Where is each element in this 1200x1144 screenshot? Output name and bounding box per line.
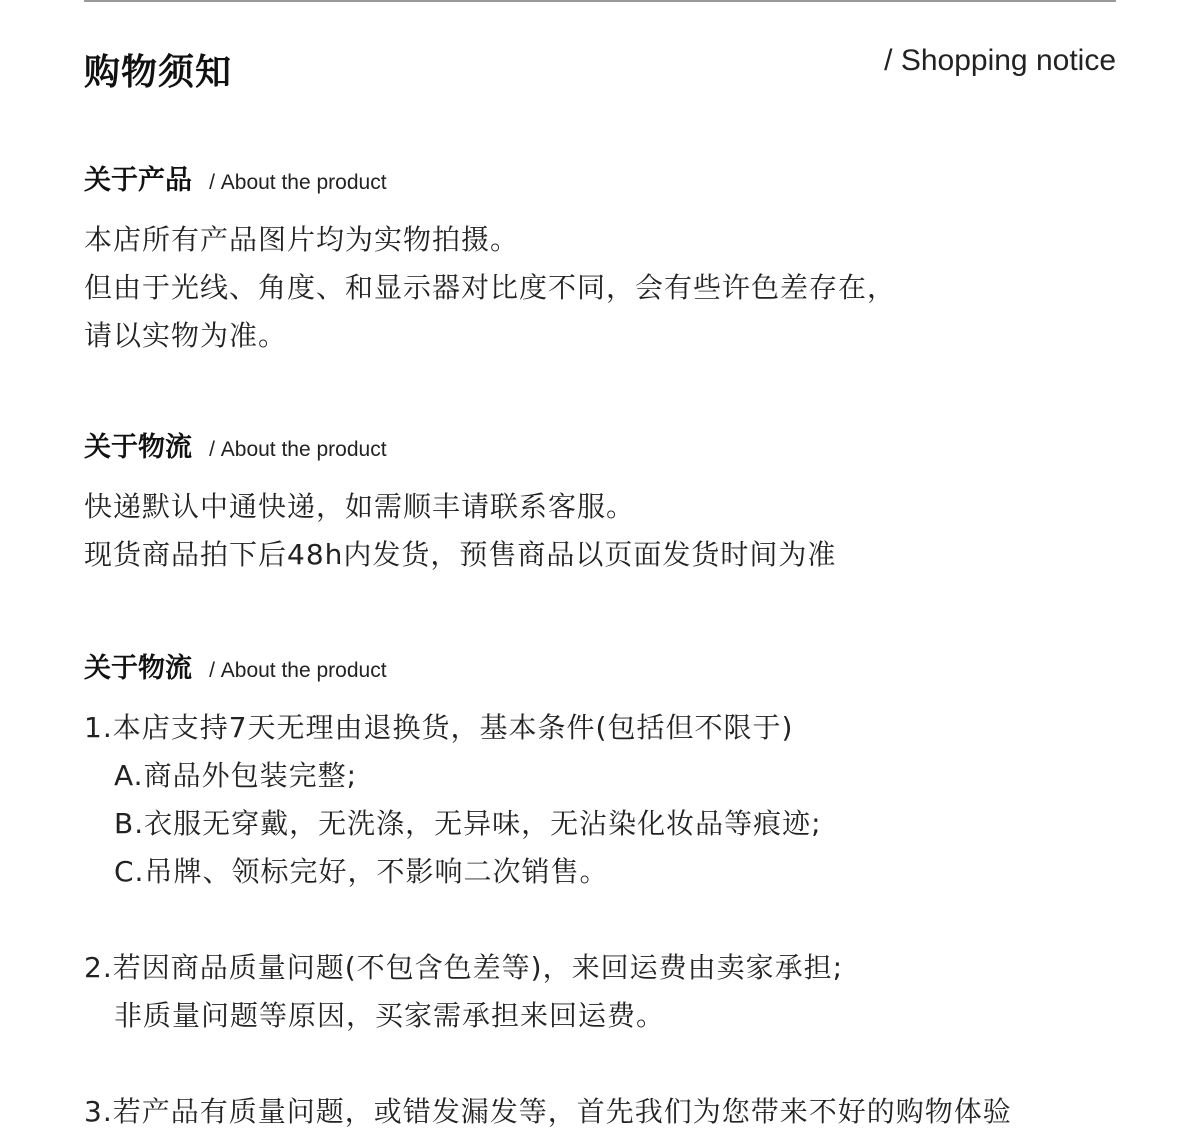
text-line: 但由于光线、角度、和显示器对比度不同，会有些许色差存在， [84, 271, 897, 304]
text-line: 本店所有产品图片均为实物拍摄。 [84, 223, 520, 256]
section-title: 关于物流 [84, 653, 192, 684]
page-subtitle: / Shopping notice [884, 44, 1116, 77]
list-subitem: B.衣服无穿戴，无洗涤，无异味，无沾染化妆品等痕迹; [114, 807, 822, 840]
section-title: 关于物流 [84, 432, 192, 463]
list-item: 3.若产品有质量问题，或错发漏发等，首先我们为您带来不好的购物体验 [84, 1095, 1012, 1128]
top-divider [84, 0, 1116, 2]
section-about-logistics [84, 425, 1124, 579]
page-title: 购物须知 [84, 52, 233, 93]
list-item: 2.若因商品质量问题(不包含色差等)，来回运费由卖家承担; [84, 951, 843, 984]
section-heading [84, 158, 1124, 198]
section-heading [84, 646, 1124, 686]
page-header [84, 40, 1116, 93]
section-returns [84, 646, 1124, 1136]
list-subitem: C.吊牌、领标完好，不影响二次销售。 [114, 855, 609, 888]
section-heading [84, 425, 1124, 465]
section-subtitle: / About the product [209, 659, 387, 682]
section-subtitle: / About the product [209, 438, 387, 461]
list-item: 1.本店支持7天无理由退换货，基本条件(包括但不限于) [84, 711, 794, 744]
list-subitem: 非质量问题等原因，买家需承担来回运费。 [114, 999, 666, 1032]
section-subtitle: / About the product [209, 171, 387, 194]
list-subitem: A.商品外包装完整; [114, 759, 357, 792]
text-line: 请以实物为准。 [84, 319, 288, 352]
section-title: 关于产品 [84, 165, 192, 196]
section-about-product [84, 158, 1124, 360]
text-line: 现货商品拍下后48h内发货，预售商品以页面发货时间为准 [84, 538, 837, 571]
text-line: 快递默认中通快递，如需顺丰请联系客服。 [84, 490, 636, 523]
